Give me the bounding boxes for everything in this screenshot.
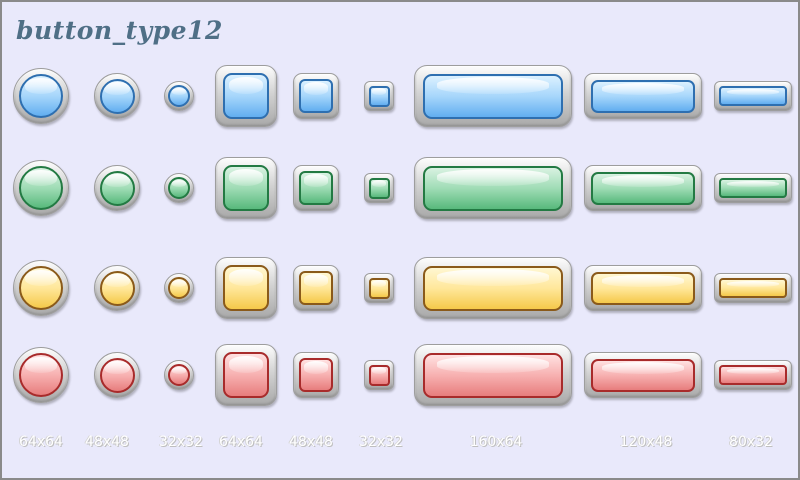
green-square-button[interactable] [215, 157, 277, 219]
button-face [100, 358, 135, 393]
yellow-round-button[interactable] [94, 265, 140, 311]
button-face [369, 178, 390, 199]
button-bezel [13, 68, 69, 124]
button-face [369, 365, 390, 386]
button-face [100, 79, 135, 114]
size-label: 120x48 [619, 434, 673, 450]
button-bezel [215, 257, 277, 319]
button-face [369, 278, 390, 299]
size-label: 64x64 [219, 434, 263, 450]
button-face [423, 353, 563, 398]
button-face [223, 73, 269, 119]
button-bezel [164, 273, 194, 303]
button-face [19, 266, 63, 310]
red-square-button[interactable] [364, 360, 394, 390]
button-bezel [414, 344, 572, 406]
green-rect-button[interactable] [714, 173, 792, 203]
button-bezel [364, 360, 394, 390]
size-label: 32x32 [359, 434, 403, 450]
button-bezel [215, 65, 277, 127]
button-bezel [94, 73, 140, 119]
red-round-button[interactable] [13, 347, 69, 403]
button-bezel [714, 360, 792, 390]
button-face [591, 272, 695, 305]
button-bezel [414, 157, 572, 219]
button-face [100, 271, 135, 306]
button-bezel [584, 165, 702, 211]
yellow-rect-button[interactable] [714, 273, 792, 303]
button-face [299, 358, 333, 392]
blue-round-button[interactable] [13, 68, 69, 124]
button-face [19, 353, 63, 397]
button-face [223, 352, 269, 398]
button-bezel [164, 360, 194, 390]
size-label: 160x64 [469, 434, 523, 450]
yellow-round-button[interactable] [13, 260, 69, 316]
yellow-square-button[interactable] [215, 257, 277, 319]
button-bezel [293, 165, 339, 211]
blue-round-button[interactable] [164, 81, 194, 111]
button-face [223, 265, 269, 311]
button-face [423, 166, 563, 211]
button-face [591, 359, 695, 392]
button-face [19, 166, 63, 210]
button-face [100, 171, 135, 206]
button-bezel [13, 160, 69, 216]
button-bezel [364, 81, 394, 111]
button-face [369, 86, 390, 107]
green-round-button[interactable] [164, 173, 194, 203]
button-face [168, 85, 190, 107]
blue-rect-button[interactable] [714, 81, 792, 111]
button-bezel [714, 81, 792, 111]
button-bezel [215, 157, 277, 219]
button-face [719, 365, 787, 385]
button-face [591, 172, 695, 205]
button-bezel [13, 260, 69, 316]
green-round-button[interactable] [13, 160, 69, 216]
button-bezel [215, 344, 277, 406]
button-face [168, 277, 190, 299]
green-square-button[interactable] [364, 173, 394, 203]
button-face [423, 266, 563, 311]
size-label: 32x32 [159, 434, 203, 450]
button-bezel [584, 265, 702, 311]
red-rect-button[interactable] [584, 352, 702, 398]
red-round-button[interactable] [94, 352, 140, 398]
green-rect-button[interactable] [414, 157, 572, 219]
button-bezel [714, 273, 792, 303]
blue-square-button[interactable] [215, 65, 277, 127]
button-bezel [364, 273, 394, 303]
button-face [719, 178, 787, 198]
button-bezel [13, 347, 69, 403]
blue-rect-button[interactable] [414, 65, 572, 127]
yellow-square-button[interactable] [293, 265, 339, 311]
blue-square-button[interactable] [293, 73, 339, 119]
button-bezel [364, 173, 394, 203]
red-square-button[interactable] [293, 352, 339, 398]
button-bezel [293, 73, 339, 119]
button-bezel [293, 265, 339, 311]
button-face [223, 165, 269, 211]
size-label: 48x48 [85, 434, 129, 450]
size-label: 48x48 [289, 434, 333, 450]
button-bezel [714, 173, 792, 203]
yellow-round-button[interactable] [164, 273, 194, 303]
button-face [299, 171, 333, 205]
green-round-button[interactable] [94, 165, 140, 211]
button-bezel [414, 65, 572, 127]
button-face [591, 80, 695, 113]
red-square-button[interactable] [215, 344, 277, 406]
button-bezel [584, 352, 702, 398]
button-face [19, 74, 63, 118]
size-label: 64x64 [19, 434, 63, 450]
button-bezel [164, 81, 194, 111]
button-face [168, 177, 190, 199]
button-bezel [414, 257, 572, 319]
sheet-title: button_type12 [16, 16, 223, 45]
yellow-rect-button[interactable] [584, 265, 702, 311]
button-bezel [94, 352, 140, 398]
button-bezel [94, 265, 140, 311]
button-bezel [94, 165, 140, 211]
green-rect-button[interactable] [584, 165, 702, 211]
button-face [719, 278, 787, 298]
button-face [423, 74, 563, 119]
yellow-rect-button[interactable] [414, 257, 572, 319]
button-face [168, 364, 190, 386]
button-bezel [164, 173, 194, 203]
blue-rect-button[interactable] [584, 73, 702, 119]
blue-square-button[interactable] [364, 81, 394, 111]
button-face [299, 79, 333, 113]
button-bezel [584, 73, 702, 119]
red-rect-button[interactable] [414, 344, 572, 406]
button-face [299, 271, 333, 305]
red-rect-button[interactable] [714, 360, 792, 390]
button-face [719, 86, 787, 106]
button-bezel [293, 352, 339, 398]
blue-round-button[interactable] [94, 73, 140, 119]
size-label: 80x32 [729, 434, 773, 450]
yellow-square-button[interactable] [364, 273, 394, 303]
red-round-button[interactable] [164, 360, 194, 390]
green-square-button[interactable] [293, 165, 339, 211]
